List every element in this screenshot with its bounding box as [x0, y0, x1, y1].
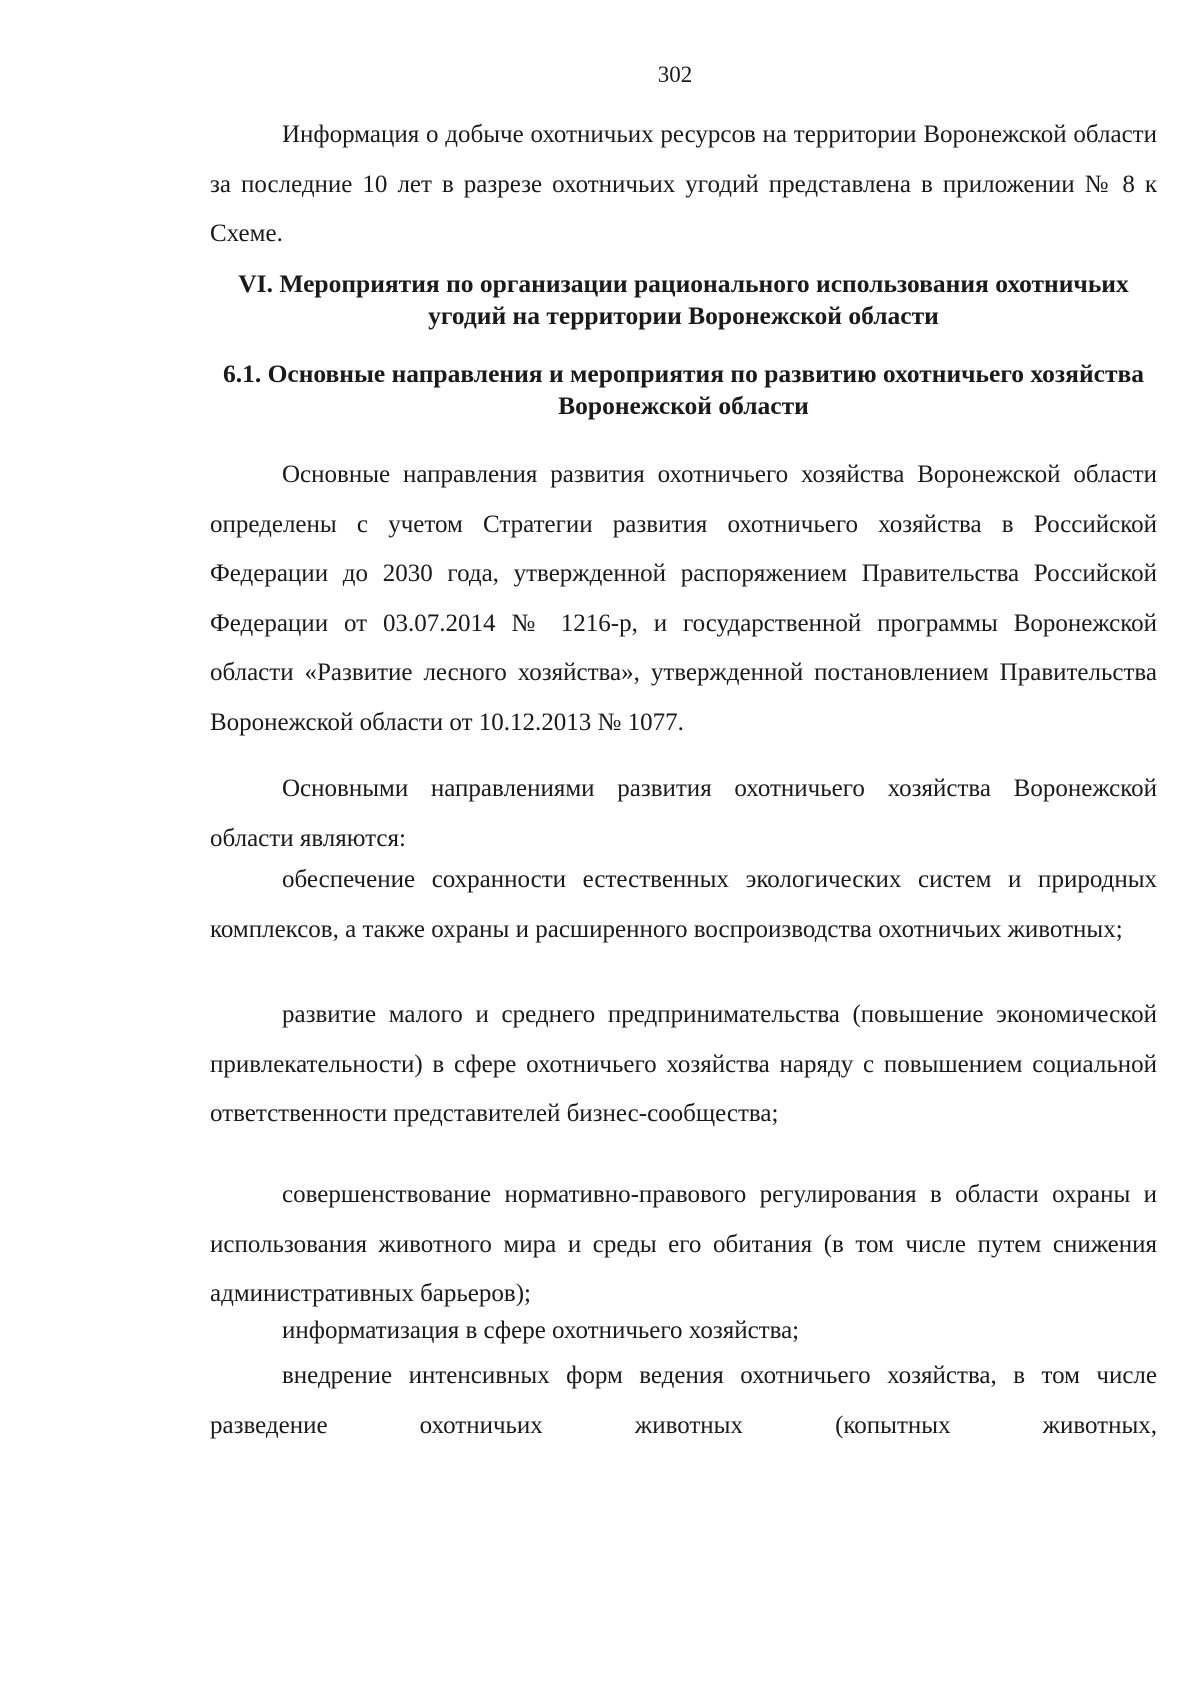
- body-paragraph-block-5: [210, 1170, 1157, 1319]
- section-heading: VI. Мероприятия по организации рационального использования охотничьих угодий на территории Воронежской области: [238, 269, 1129, 330]
- body-paragraph: развитие малого и среднего предпринимательства (повышение экономической привлекательности) в сфере охотничьего хозяйства наряду с повышением социальной ответственности представителей бизнес-сообщества;: [210, 1001, 1157, 1127]
- intro-paragraph: Информация о добыче охотничьих ресурсов на территории Воронежской области за последние 10 лет в разрезе охотничьих угодий представлена в приложении № 8 к Схеме.: [210, 121, 1157, 247]
- section-heading-block: [230, 268, 1137, 332]
- body-paragraph-block-3: [210, 855, 1157, 954]
- subsection-heading-block: [220, 358, 1147, 422]
- body-paragraph: информатизация в сфере охотничьего хозяйства;: [282, 1317, 800, 1344]
- body-paragraph-block-6: [210, 1306, 1157, 1356]
- body-paragraph-block-4: [210, 990, 1157, 1139]
- intro-paragraph-block: [210, 110, 1157, 259]
- body-paragraph: обеспечение сохранности естественных экологических систем и природных комплексов, а также охраны и расширенного воспроизводства охотничьих животных;: [210, 866, 1157, 943]
- subsection-heading: 6.1. Основные направления и мероприятия по развитию охотничьего хозяйства Воронежской области: [222, 359, 1145, 420]
- body-paragraph: Основные направления развития охотничьего хозяйства Воронежской области определены с учетом Стратегии развития охотничьего хозяйства в Российской Федерации до 2030 года, утвержденной распоряжением Правительства Российской Федерации от 03.07.2014 № 1216-р, и государственной программы Воронежской области «Развитие лесного хозяйства», утвержденной постановлением Правительства Воронежской области от 10.12.2013 № 1077.: [210, 461, 1157, 736]
- body-paragraph-block-7: [210, 1351, 1157, 1450]
- body-paragraph: внедрение интенсивных форм ведения охотничьего хозяйства, в том числе разведение охотничьих животных (копытных животных,: [210, 1362, 1157, 1439]
- body-paragraph: совершенствование нормативно-правового регулирования в области охраны и использования животного мира и среды его обитания (в том числе путем снижения административных барьеров);: [210, 1181, 1157, 1307]
- body-paragraph: Основными направлениями развития охотничьего хозяйства Воронежской области являются:: [210, 775, 1157, 852]
- page-number: 302: [657, 62, 693, 87]
- body-paragraph-block-1: [210, 450, 1157, 747]
- body-paragraph-block-2: [210, 764, 1157, 863]
